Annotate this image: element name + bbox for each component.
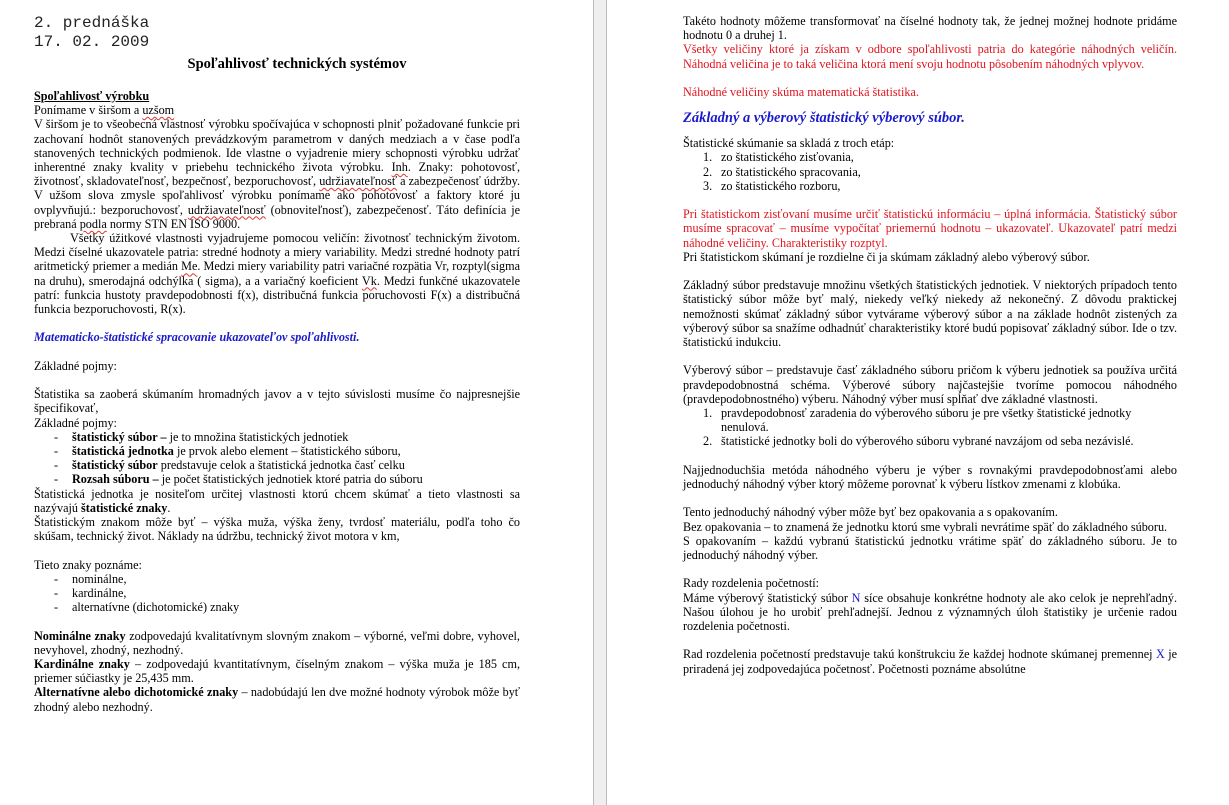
page-right-content [683,14,1177,676]
text: . Znaky: pohotovosť, životnosť, skladovateľnosť, bezpečnosť, bezporuchovosť, [34,160,520,189]
term: štatistický súbor – [72,429,167,444]
text: . [167,500,171,515]
properties-list [683,406,1177,449]
term-desc: predstavuje celok a štatistická jednotka časť celku [157,458,405,473]
list-text: štatistické jednotky boli do výberového súboru vybrané navzájom od seba nezávislé. [721,434,1134,449]
freq-title: Rady rozdelenia početností: [683,576,820,591]
paragraph-nominal [34,629,520,657]
list-item [34,430,520,444]
list-text: zo štatistického zisťovania, [721,150,854,165]
list-item [683,150,1177,164]
list-item [683,434,1177,448]
paragraph-research: Pri štatistickom skúmaní je rozdielne či ja skúmam základný alebo výberový súbor. [683,249,1090,264]
paragraph-with-repetition: S opakovaním – každú vybranú štatistickú jednotku vrátime späť do základného súboru. Je to jednoduchý náhodný výber. [683,533,1177,563]
list-number: 2. [703,434,713,449]
list-item [683,179,1177,193]
text: zodpovedajú kvalitatívnym slovným znakom – výborné, veľmi dobre, vyhovel, nevyhovel, zhodný, nezhodný. [34,628,520,657]
section-heading-math-stat: Matematicko-štatistické spracovanie ukazovateľov spoľahlivosti. [34,330,360,345]
list-item [34,472,520,486]
stages-list [683,150,1177,193]
paragraph-simplest-method: Najjednoduchšia metóda náhodného výberu je výber s rovnakými pravdepodobnosťami alebo jednoduchý náhodný výber ktorý môžeme porovnať k výberu lístkov zmenami z klobúka. [683,462,1177,492]
term-desc: je prvok alebo element – štatistického súboru, [173,444,401,459]
term: Nominálne znaky [34,628,126,643]
text: Štatistická jednotka je nositeľom určitej vlastnosti ktorú chcem skúmať a tieto vlastnosti sa nazývajú [34,486,520,515]
text: síce obsahuje konkrétne hodnoty ale ako celok je neprehľadný. Našou úlohou je ho urobiť prehľadnejší. Jednou z významných úloh štatistiky je určenie radou rozdelenia početnosti. [683,590,1178,634]
paragraph-alternative [34,685,520,713]
section-heading-sample-set: Základný a výberový štatistický výberový súbor. [683,110,965,127]
list-item [683,165,1177,179]
term: Alternatívne alebo dichotomické znaky [34,685,239,700]
text: (obnoviteľnosť), zabezpečenosť. Táto definícia je prebraná [34,202,520,231]
text: Všetky úžitkové vlastnosti vyjadrujeme pomocou veličín: životnosť technickým životom. Medzi číselné ukazovatele patria: stredné hodnoty a miery variability. Medzi stredné hodnoty patrí aritmetický priemer a medián [34,231,520,274]
text: . Medzi funkčné ukazovatele patrí: funkcia hustoty pravdepodobnosti f(x), distribučná funkcia poruchovosti F(x) a distribučná funkcia bezporuchovosti, R(x). [34,273,520,317]
types-list [34,572,520,615]
spellcheck-word[interactable]: udržiavateľnosť [319,174,398,189]
symbol-x: X [1155,647,1165,662]
list-item: - kardinálne, [34,586,520,600]
list-item [683,406,1177,434]
text: Rad rozdelenia početností predstavuje takú konštrukciu že každej hodnote skúmanej premennej [683,647,1156,662]
paragraph-statistics-intro: Štatistika sa zaoberá skúmaním hromadných javov a v tejto súvislosti musíme čo najpresnejšie špecifikovať, [34,387,520,416]
paragraph-broad-definition [34,117,520,231]
basic-terms-label-2: Základné pojmy: [34,415,117,430]
text: V širšom je to všeobecná vlastnosť výrobku spočívajúca v schopnosti plniť požadované funkcie pri zachovaní hodnôt stanovených prevádzkovým parametrom v daných medziach a v čase podľa stanovených technických podmienok. Ide vlastne o vyjadrenie miery schopnosti výrobku udržať inherentné znaky kvality v priebehu technického života výrobku. [34,117,520,175]
list-number: 2. [703,164,713,179]
types-intro: Tieto znaky poznáme: [34,557,142,572]
paragraph-frequency-row [683,647,1177,675]
term: štatistický súbor [72,458,158,473]
paragraph-scope [34,103,520,117]
list-text: pravdepodobnosť zaradenia do výberového súboru je pre všetky štatistické jednotky nenulová. [721,406,1132,435]
document-page-right [607,0,1229,805]
term: Kardinálne znaky [34,657,130,672]
spellcheck-word[interactable]: udržiavateľnosť [187,202,266,217]
paragraph-transform: Takéto hodnoty môžeme transformovať na číselné hodnoty tak, že jednej možnej hodnote pridáme hodnotu 0 a druhej 1. [683,14,1177,43]
paragraph-sample-set: Výberový súbor – predstavuje časť základného súboru pričom k výberu jednotiek sa používa určitá pravdepodobnostná schéma. Výberové súbory najčastejšie tvoríme pomocou náhodného (pravdepodobnostného) výberu. Náhodný výber musí spĺňať dve základné vlastnosti. [683,363,1177,406]
term: štatistické znaky [81,500,168,515]
paragraph-math-stat: Náhodné veličiny skúma matematická štatistika. [683,85,919,99]
section-heading-reliability: Spoľahlivosť výrobku [34,89,150,103]
list-text: zo štatistického rozboru, [721,178,841,193]
terms-list [34,430,520,487]
paragraph-cardinal [34,657,520,685]
list-item [34,458,520,472]
list-number: 1. [703,150,713,165]
list-item: - nominálne, [34,572,520,586]
paragraph-simple-repetition: Tento jednoduchý náhodný výber môže byť bez opakovania a s opakovaním. [683,505,1058,520]
paragraph-survey: Pri štatistickom zisťovaní musíme určiť štatistickú informáciu – úplná informácia. Štatistický súbor musíme spracovať – musíme vypočítať priemernú hodnotu – ukazovateľ. Ukazovateľ patrí medzi náhodné veličiny. Charakteristiky rozptyl. [683,207,1177,250]
lecture-number: 2. prednáška [34,14,150,32]
page-gutter [593,0,607,805]
list-item: - alternatívne (dichotomické) znaky [34,600,520,614]
symbol-n: N [851,590,861,605]
paragraph-basic-set: Základný súbor predstavuje množinu všetkých štatistických jednotiek. V niektorých prípadoch tento štatistický súbor môže byť malý, niekedy veľký niekedy až nekonečný. Z dôvodu praktickej nemožnosti skúmať základný súbor vytvárame výberový súbor a na základe hodnôt zistených za výberový súbor sa snažíme odhadnúť charakteristiky ktoré budú popisovať základný súbor. Ide o tzv. štatistickú indukciu. [683,278,1177,350]
term: Rozsah súboru – [72,472,159,487]
text: – nadobúdajú len dve možné hodnoty výrobok môže byť zhodný alebo nezhodný. [34,685,520,714]
text: Ponímame v širšom a [34,103,143,118]
text: – zodpovedajú kvantitatívnym, číselným znakom – výška muža je 185 cm, priemer súčiastky je 25,435 mm. [34,657,520,686]
paragraph-without-repetition: Bez opakovania – to znamená že jednotku ktorú sme vybrali nevrátime späť do základného súboru. [683,519,1168,534]
text: Máme výberový štatistický súbor [683,590,852,605]
list-number: 1. [703,406,713,421]
text: . Medzi miery variability patri variačné rozpätia Vr, rozptyl(sigma na druhu), smerodajná odchýlka ( sigma), a a variačný koeficient [34,259,520,288]
list-number: 3. [703,178,713,193]
list-text: zo štatistického spracovania, [721,164,861,179]
paragraph-random-variables: Všetky veličiny ktoré ja získam v odbore spoľahlivosti patria do kategórie náhodných veličín. Náhodná veličina je to taká veličina ktorá mení svoju hodnotu pôsobením náhodných vplyvov. [683,42,1177,71]
spellcheck-word[interactable]: Vk [361,273,377,288]
term: štatistická jednotka [72,444,174,459]
stages-intro: Štatistické skúmanie sa skladá z troch etáp: [683,136,895,151]
term-desc: je počet štatistických jednotiek ktoré patria do súboru [158,472,423,487]
document-title: Spoľahlivosť technických systémov [187,56,407,72]
paragraph-statistical-unit [34,487,520,515]
text: a zabezpečenosť údržby. V užšom slova zmysle spoľahlivosť výrobku ponímame ako pohotovosť a faktory ktoré ju ovplyvňujú.: bezporuchovosť, [34,174,520,217]
page-left-content [34,14,520,714]
text: je priradená jej zodpovedajúca početnosť. Početnosti poznáme absolútne [683,647,1177,676]
paragraph-sign-example: Štatistickým znakom môže byť – výška muža, výška ženy, tvrdosť materiálu, podľa toho čo skúšam, technický život. Náklady na údržbu, technický život motora v km, [34,515,520,544]
spellcheck-word[interactable]: Me [181,259,198,274]
spellcheck-word[interactable]: Inh [391,160,408,175]
list-item [34,444,520,458]
paragraph-frequency [683,591,1177,634]
spellcheck-word[interactable]: podla [79,216,107,231]
document-page-left [0,0,594,805]
term-desc: je to množina štatistických jednotiek [166,429,349,444]
spellcheck-word[interactable]: uzšom [142,103,175,118]
text: normy STN EN ISO 9000. [106,216,241,231]
paragraph-indicators [34,231,520,316]
basic-terms-label: Základné pojmy: [34,358,117,373]
lecture-date: 17. 02. 2009 [34,33,150,51]
